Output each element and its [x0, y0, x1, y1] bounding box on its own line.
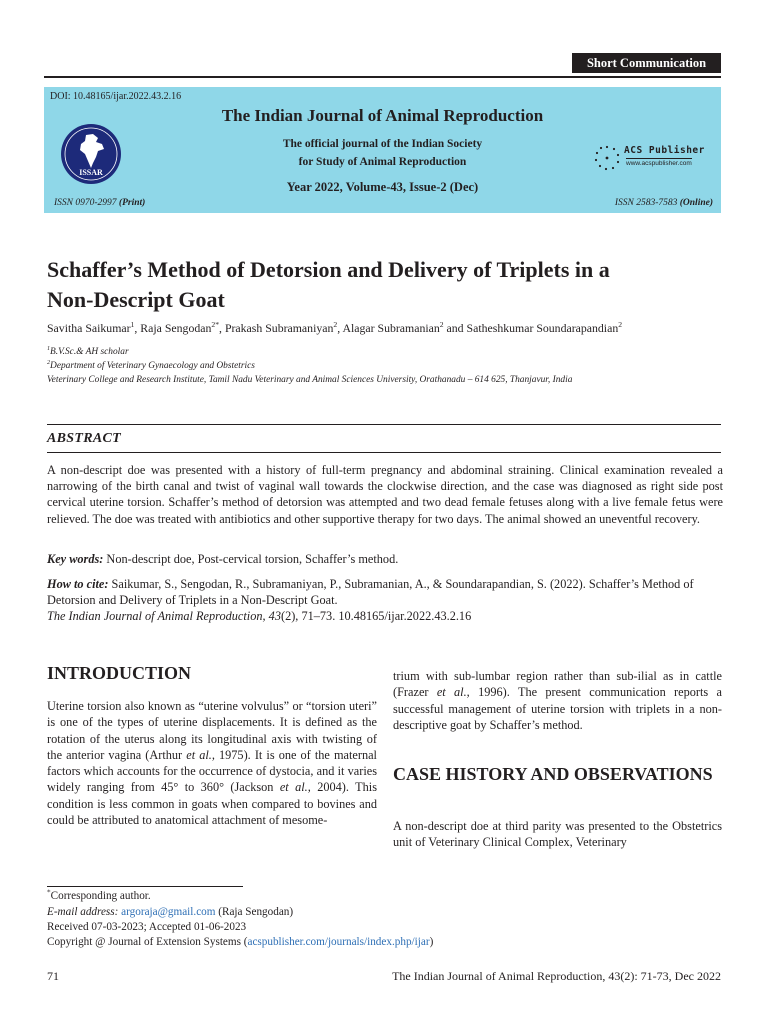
cite-tail: (2), 71–73. 10.48165/ijar.2022.43.2.16 [280, 609, 472, 624]
email-link[interactable]: argoraja@gmail.com [121, 906, 216, 918]
issn-print-number: ISSN 0970-2997 [54, 198, 117, 208]
journal-title: The Indian Journal of Animal Reproduction [221, 106, 544, 125]
author-sup: 1 [130, 320, 135, 330]
footnote-rule [47, 886, 243, 887]
author-list [47, 321, 622, 336]
page-number: 71 [47, 969, 59, 983]
author-sep: , [337, 321, 343, 335]
affiliation-2 [47, 361, 255, 371]
running-footer: The Indian Journal of Animal Reproduction, 43(2): 71-73, Dec 2022 [392, 969, 721, 983]
intro-text-part: 1975). It is one of the maternal factors which accounts for the occurrence of dystocia, and it varies widely ranging from 45° to 360° (Jackson [47, 747, 377, 795]
author-sep: , [134, 321, 141, 335]
affiliation-1 [47, 347, 129, 357]
copyright-link[interactable]: acspublisher.com/journals/index.php/ijar [247, 936, 430, 948]
footnote-corresponding-text: Corresponding author. [50, 890, 151, 902]
publisher-url[interactable]: www.acspublisher.com [626, 160, 692, 167]
introduction-text-left [47, 698, 377, 828]
case-history-text: A non-descript doe at third parity was presented to the Obstetrics unit of Veterinary Clinical Complex, Veterinary [393, 819, 722, 850]
article-title-line1: Schaffer’s Method of Detorsion and Delivery of Triplets in a [47, 257, 610, 282]
article-type-badge: Short Communication [572, 53, 721, 73]
footnote-received: Received 07-03-2023; Accepted 01-06-2023 [47, 921, 247, 933]
publisher-dots-icon [594, 145, 620, 171]
issn-online-tag: (Online) [679, 198, 713, 208]
doi: DOI: 10.48165/ijar.2022.43.2.16 [50, 91, 182, 102]
cite-text: Saikumar, S., Sengodan, R., Subramaniyan, P., Subramanian, A., & Soundarapandian, S. (2022). Schaffer’s Method of Detorsion and Delivery of Triplets in a Non-Descript Goat. [47, 577, 694, 608]
journal-header [44, 87, 721, 213]
cite-label: How to cite: [47, 577, 109, 591]
issn-print-tag: (Print) [118, 198, 146, 208]
abstract-rule-top [47, 424, 721, 425]
abstract-rule-bottom [47, 452, 721, 453]
author-name: Alagar Subramanian [342, 321, 440, 335]
issn-online [615, 198, 713, 208]
case-history-heading: CASE HISTORY AND OBSERVATIONS [393, 764, 713, 784]
author-name: Raja Sengodan [140, 321, 212, 335]
intro-etal: et al., [186, 747, 215, 762]
author-name: Satheshkumar Soundarapandian [466, 321, 619, 335]
cite-journal: The Indian Journal of Animal Reproduction, 43 [47, 609, 281, 624]
copyright-close: ) [429, 936, 434, 948]
footnote-mark: * [47, 888, 51, 897]
intro-etal: et al., [279, 780, 311, 795]
copyright-text: Copyright @ Journal of Extension Systems ( [47, 936, 248, 948]
author-sup: 2 [618, 320, 623, 330]
issar-logo-icon [60, 123, 122, 185]
author-name: Savitha Saikumar [47, 321, 131, 335]
author-sep: and [443, 321, 467, 335]
abstract-text: A non-descript doe was presented with a history of full-term pregnancy and abdominal straining. Clinical examination revealed a narrowing of the birth canal and twist of vaginal wall towards the clockwise direction, and the case was diagnosed as right side post cervical uterine torsion. Schaffer’s method of detorsion was attempted and two dead female fetuses along with a live female fetus were relieved. The doe was treated with antibiotics and other supportive therapy for two days. The animal showed an uneventful recovery. [47, 463, 723, 526]
issn-print [54, 198, 145, 208]
intro-text-part: 2004). This condition is less common in goats when compared to bovines and could be attributed to anatomical attachment of mesome- [47, 780, 377, 828]
introduction-text-right: trium with sub-lumbar region rather than sub-ilial as in cattle (Frazer et al., 1996). The present communication reports a successful management of uterine torsion with triplets in a non-descriptive goat by Schaffer’s method. [393, 669, 722, 732]
email-label: E-mail address: [47, 906, 119, 918]
abstract-heading: ABSTRACT [47, 431, 121, 446]
article-title [47, 255, 727, 315]
journal-subtitle-line1: The official journal of the Indian Society [282, 138, 483, 150]
affiliation-text: B.V.Sc.& AH scholar [50, 347, 129, 357]
article-title-line2: Non-Descript Goat [47, 287, 225, 312]
keywords [47, 552, 398, 567]
publisher-logo [594, 143, 716, 171]
footnote-corresponding [47, 890, 151, 902]
introduction-heading: INTRODUCTION [47, 663, 192, 683]
author-sep: , [219, 321, 225, 335]
affiliation-text: Department of Veterinary Gynaecology and Obstetrics [50, 361, 255, 371]
affiliation-sup: 1 [47, 345, 51, 352]
footnote-copyright [47, 936, 433, 948]
svg-text:ISSAR: ISSAR [79, 168, 103, 177]
author-sup: 2 [439, 320, 444, 330]
intro-text-part: Uterine torsion also known as “uterine volvulus” or “torsion uteri” is one of the types of uterine displacements. It is defined as the rotation of the uterus along its longitudinal axis with twisting of the anterior vagina (Arthur [47, 699, 377, 762]
affiliation-3: Veterinary College and Research Institute, Tamil Nadu Veterinary and Animal Sciences University, Orathanadu – 614 625, Thanjavur, India [47, 375, 573, 385]
how-to-cite [47, 576, 723, 625]
intro-text-part: 1996). The present communication reports a successful management of uterine torsion with triplets in a non-descriptive goat by Schaffer’s method. [393, 685, 722, 732]
header-rule [44, 76, 721, 78]
keywords-label: Key words: [47, 552, 104, 566]
affiliation-sup: 2 [47, 359, 51, 366]
keywords-text: Non-descript doe, Post-cervical torsion, Schaffer’s method. [103, 552, 399, 566]
intro-etal: et al., [436, 685, 470, 700]
journal-subtitle-line2: for Study of Animal Reproduction [298, 156, 467, 168]
publisher-name: ACS Publisher [624, 145, 705, 156]
author-sup: 2* [211, 320, 220, 330]
footnote-email [47, 906, 293, 918]
email-owner: (Raja Sengodan) [215, 906, 294, 918]
year-volume: Year 2022, Volume-43, Issue-2 (Dec) [286, 180, 479, 194]
author-sup: 2 [333, 320, 338, 330]
issn-online-number: ISSN 2583-7583 [614, 198, 678, 208]
author-name: Prakash Subramaniyan [224, 321, 334, 335]
